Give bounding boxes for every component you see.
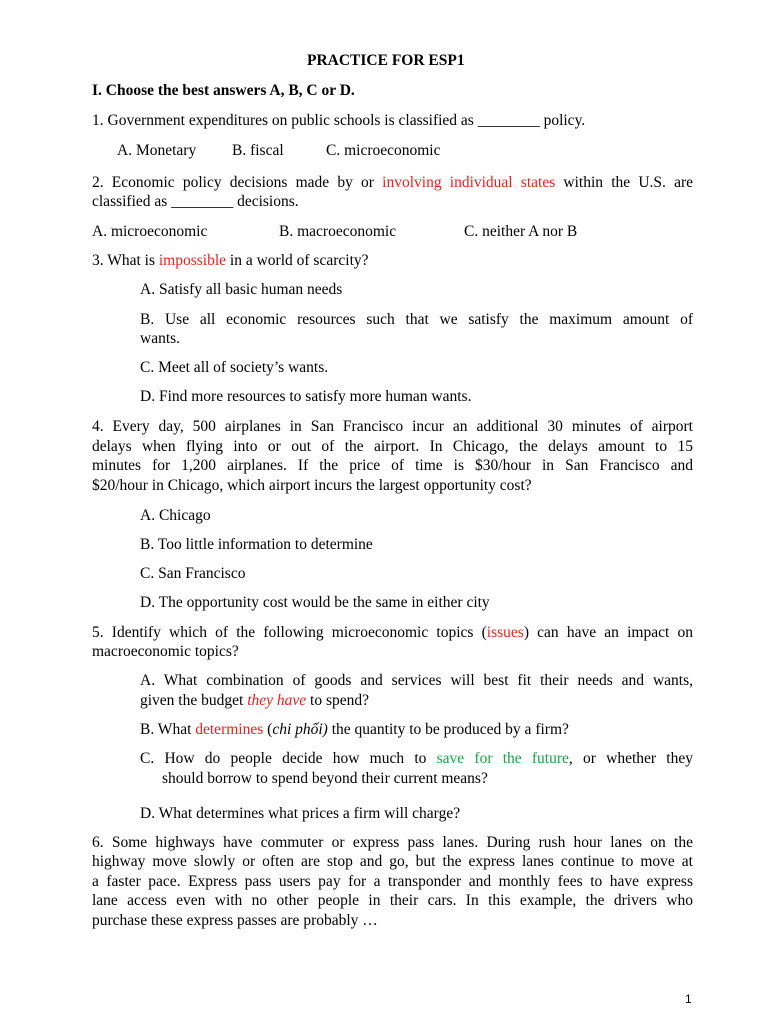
question-4-line-2: delays when flying into or out of the airport. In Chicago, the delays amount to 15 bbox=[92, 438, 693, 455]
q4-option-d: D. The opportunity cost would be the same in either city bbox=[140, 594, 490, 611]
q5-highlight: issues bbox=[486, 624, 524, 641]
q4-option-b: B. Too little information to determine bbox=[140, 536, 373, 553]
page-title: PRACTICE FOR ESP1 bbox=[307, 52, 465, 69]
question-4-line-4: $20/hour in Chicago, which airport incurs the largest opportunity cost? bbox=[92, 477, 532, 494]
question-5-line-1: 5. Identify which of the following microeconomic topics (issues) can have an impact on bbox=[92, 624, 693, 641]
question-6-line-4: lane access even with no other people in their cars. In this example, the drivers who bbox=[92, 892, 693, 909]
q5-option-b-gloss: chi phối) bbox=[272, 721, 328, 738]
q5-option-c-highlight: save for the future bbox=[436, 750, 569, 767]
question-4-line-1: 4. Every day, 500 airplanes in San Francisco incur an additional 30 minutes of airport bbox=[92, 418, 693, 435]
q2-option-c: C. neither A nor B bbox=[464, 223, 578, 240]
q4-option-c: C. San Francisco bbox=[140, 565, 246, 582]
q1-option-b: B. fiscal bbox=[232, 142, 284, 159]
q1-option-c: C. microeconomic bbox=[326, 142, 441, 159]
section-heading: I. Choose the best answers A, B, C or D. bbox=[92, 82, 355, 99]
question-6-line-1: 6. Some highways have commuter or express pass lanes. During rush hour lanes on the bbox=[92, 834, 693, 851]
q2-option-a: A. microeconomic bbox=[92, 223, 208, 240]
question-2-line-1: 2. Economic policy decisions made by or involving individual states within the U.S. are bbox=[92, 174, 693, 191]
q5-option-b: B. What determines (chi phối) the quantity to be produced by a firm? bbox=[140, 721, 569, 738]
question-1-text: 1. Government expenditures on public schools is classified as ________ policy. bbox=[92, 112, 586, 129]
q1-option-a: A. Monetary bbox=[117, 142, 197, 159]
q4-option-a: A. Chicago bbox=[140, 507, 211, 524]
question-6-line-2: highway move slowly or often are stop and go, but the express lanes continue to move at bbox=[92, 853, 693, 870]
q5-option-a-line-2: given the budget they have to spend? bbox=[140, 692, 369, 709]
question-2-line-2: classified as ________ decisions. bbox=[92, 193, 299, 210]
q2-option-b: B. macroeconomic bbox=[279, 223, 397, 240]
q5-option-a-highlight: they have bbox=[247, 692, 307, 709]
q2-highlight: involving individual states bbox=[382, 174, 556, 191]
page-number: 1 bbox=[685, 992, 692, 1006]
question-5-line-2: macroeconomic topics? bbox=[92, 643, 239, 660]
q5-option-c-line-2: should borrow to spend beyond their current means? bbox=[162, 770, 488, 787]
q3-option-b-line-1: B. Use all economic resources such that we satisfy the maximum amount of bbox=[140, 311, 693, 328]
q5-option-b-highlight: determines bbox=[195, 721, 264, 738]
q3-highlight: impossible bbox=[158, 252, 227, 269]
q3-option-b-line-2: wants. bbox=[140, 330, 181, 347]
q3-option-a: A. Satisfy all basic human needs bbox=[140, 281, 343, 298]
q5-option-d: D. What determines what prices a firm will charge? bbox=[140, 805, 461, 822]
q3-option-c: C. Meet all of society’s wants. bbox=[140, 359, 329, 376]
question-3-text: 3. What is impossible in a world of scarcity? bbox=[92, 252, 369, 269]
q5-option-a-line-1: A. What combination of goods and services will best fit their needs and wants, bbox=[140, 672, 693, 689]
q5-option-c-line-1: C. How do people decide how much to save for the future, or whether they bbox=[140, 750, 693, 767]
q3-option-d: D. Find more resources to satisfy more human wants. bbox=[140, 388, 472, 405]
question-4-line-3: minutes for 1,200 airplanes. If the price of time is $30/hour in San Francisco and bbox=[92, 457, 693, 474]
question-6-line-5: purchase these express passes are probably … bbox=[92, 912, 378, 929]
question-6-line-3: a faster pace. Express pass users pay for a transponder and monthly fees to have express bbox=[92, 873, 693, 890]
